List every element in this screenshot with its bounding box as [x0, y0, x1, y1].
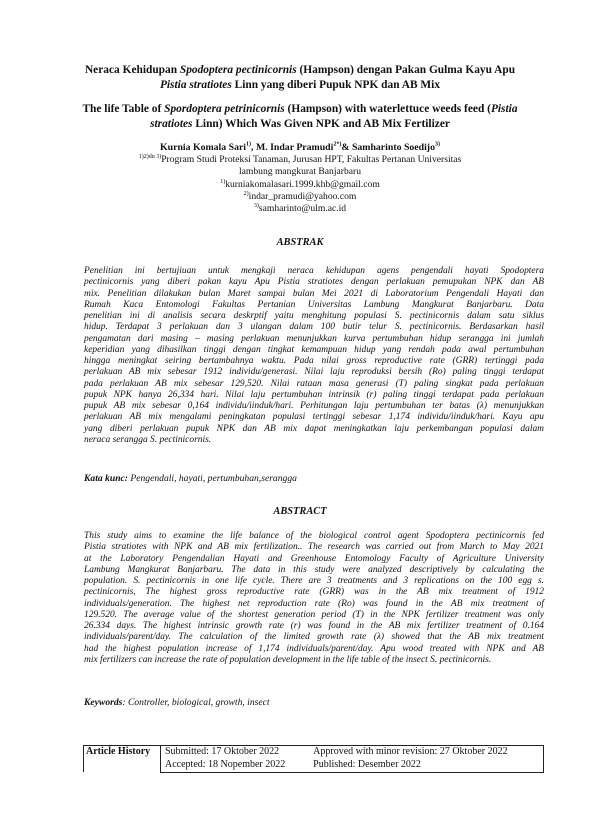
abstrak-line: yang diberi perlakuan pupuk NPK dan AB mix dapat meningkatkan laju perkembangan populasi dalam — [84, 423, 544, 434]
abstract-line: This study aims to examine the life balance of the biological control agent Spodoptera pectinicornis fed — [84, 531, 544, 541]
abstrak-line: pada perlakuan AB mix sebesar 129,520. Nilai rataan masa generasi (T) paling singkat pada perlakuan — [84, 378, 544, 389]
kata-kunci-label: Kata kunc: — [84, 473, 128, 484]
title-id-mid: (Hampson) dengan Pakan Gulma Kayu Apu — [296, 64, 516, 76]
article-history-table — [83, 745, 544, 773]
abstract-heading: ABSTRACT — [273, 506, 327, 517]
abstract-body — [84, 531, 544, 666]
title-id-species2: Pistia stratiotes — [159, 78, 232, 91]
title-en-suffix: Linn) Which Was Given NPK and AB Mix Fertilizer — [192, 117, 450, 130]
accepted-date: Accepted: 18 Nopember 2022 — [161, 759, 310, 772]
title-id-prefix: Neraca Kehidupan — [84, 64, 180, 76]
abstract-line: population. S. pectinicornis in one life cycle. There are 3 treatments and 3 replications on the 100 egg s. — [84, 576, 544, 586]
keywords-value: : Controller, biological, growth, insect — [122, 697, 270, 708]
title-english — [70, 102, 530, 131]
abstract-line: pectinicornis, The highest gross reproductive rate (GRR) was in the AB mix treatment of 1912 — [84, 587, 544, 598]
email-3: $^{3)}$samharinto@ulm.ac.id — [253, 202, 347, 215]
abstrak-line: perlakuan AB mix sebesar 1912 individu/generasi. Nilai laju reproduksi bersih (Ro) paling tinggi terdapat — [84, 367, 544, 378]
abstrak-line: pupuk AB mix sebesar 0,164 individu/iinduk/hari. Perhitungan laju pertumbuhan ter batas (λ) menunjukkan — [84, 401, 544, 411]
abstrak-line: hidup. Terdapat 3 perlakuan dan 3 ulangan dalam 100 butir telur S. pectinicornis. Berdasarkan hasil — [84, 322, 544, 333]
abstrak-line: Penelitian ini bertujiuan untuk mengkaji neraca kehidupan agens pengendali hayati Spodoptera — [84, 266, 544, 276]
author-block — [60, 142, 540, 215]
title-id-species: Spodoptera pectinicornis — [179, 64, 297, 76]
keywords-label: Keywords — [84, 697, 123, 708]
abstract-line: 129.520. The average value of the shortest generation period (T) in the NPK fertilizer treatment was only — [84, 609, 544, 620]
kata-kunci-value: Pengendali, hayati, pertumbuhan,serangga — [127, 473, 297, 484]
abstract-line: individuals/parent/day. The calculation of the limited growth rate (λ) showed that the AB mix treatment — [84, 632, 544, 643]
title-en-species2: Pistia — [490, 103, 518, 115]
abstract-line: mix fertilizers can increase the rate of population development in the life table of the insect S. pectinicornis. — [84, 654, 492, 665]
article-history-label: Article History — [84, 746, 161, 773]
abstrak-body — [84, 266, 544, 446]
author-names: Kurnia Komala Sari$^{1)}$, M. Indar Pramudi$^{2*)}$& Samharinto Soedijo$^{3)}$ — [160, 141, 440, 153]
published-date: Published: Desember 2022 — [309, 759, 543, 772]
abstract-line: Lambung Mangkurat Banjarbaru. The data in this study were analyzed descriptively by calculating the — [84, 564, 544, 575]
title-indonesian — [70, 63, 530, 92]
abstrak-line: keperidian yang dihasilkan tinggi dengan tingkat kemampuan hidup yang rendah pada awal pertumbuhan — [84, 344, 544, 355]
abstrak-line: pupuk NPK hanya 26,334 hari. Nilai laju pertumbuhan intrinsik (r) paling tinggi terdapat pada perlakuan — [84, 389, 544, 400]
abstrak-line: Rumah Kaca Entomologi Fakultas Pertanian Universitas Lambung Mangkurat Banjarbaru. Data — [84, 299, 544, 310]
abstrak-heading: ABSTRAK — [276, 237, 324, 248]
title-en-prefix: The life Table of — [82, 103, 165, 115]
abstrak-line: penelitian ini di analisis secara deskrptif yaitu menghitung populasi S. pectinicornis dalam satu siklus — [84, 311, 544, 321]
abstract-line: had the highest population increase of 1,174 individuals/parent/day. Apu wood treated with NPK and AB — [84, 643, 544, 654]
title-en-mid: (Hampson) with waterlettuce weeds feed ( — [284, 103, 491, 115]
approved-date: Approved with minor revision: 27 Oktober 2022 — [309, 746, 543, 759]
affiliation-line-2: lambung mangkurat Banjarbaru — [238, 166, 362, 178]
abstrak-line: pectinicornis yang diberi pakan kayu Apu Pistia stratiotes dengan perlakuan pemupukan NPK dan AB — [84, 277, 544, 288]
abstrak-line: perlakuan AB mix mengalami peningkatan populasi tertinggi sebesar 1,174 individu/iinduk/hari. Kayu apu — [84, 412, 544, 423]
abstract-line: at the Laboratory Pengendalian Hayati and Greenhouse Entomology Faculty of Agriculture University — [84, 553, 544, 564]
title-en-species3: stratiotes — [150, 117, 193, 130]
abstrak-line: mix. Penelitian dilakukan bulan Maret sampai bulan Mei 2021 di Laboratorium Pengendali Hayati dan — [84, 288, 544, 299]
abstract-line: individuals/generation. The highest net reproduction rate (Ro) was found in the AB mix treatment of — [84, 598, 544, 609]
abstrak-line: neraca serangga S. pectinicornis. — [84, 434, 212, 445]
submitted-date: Submitted: 17 Oktober 2022 — [161, 746, 310, 759]
abstrak-line: pengamatan dari masing – masing perlakuan menunjukkan kurva pertumbuhan hidup serangga ini jumlah — [84, 333, 544, 344]
keywords — [84, 697, 544, 708]
email-1: $^{1)}$kurniakomalasari.1999.khb@gmail.com — [220, 178, 380, 190]
affiliation-line-1: $^{1)2)dn 3)}$Program Studi Proteksi Tanaman, Jurusan HPT, Fakultas Pertanan Universitas — [138, 154, 462, 166]
abstrak-line: hingga meningkat seiring bertambahnya waktu. Pada nilai gross reproductive rate (GRR) tertinggi pada — [84, 356, 544, 366]
title-en-species: Spordoptera petrinicornis — [164, 103, 285, 115]
title-id-suffix: Linn yang diberi Pupuk NPK dan AB Mix — [231, 78, 441, 91]
email-2: $^{2)}$indar_pramudi@yahoo.com — [243, 190, 357, 202]
kata-kunci — [84, 473, 544, 484]
abstract-line: Pistia stratiotes with NPK and AB mix fertilization.. The research was carried out from March to May 2021 — [84, 542, 544, 553]
abstract-line: 26.334 days. The highest intrinsic growth rate (r) was found in the AB mix fertilizer treatment of 0.164 — [84, 621, 544, 631]
